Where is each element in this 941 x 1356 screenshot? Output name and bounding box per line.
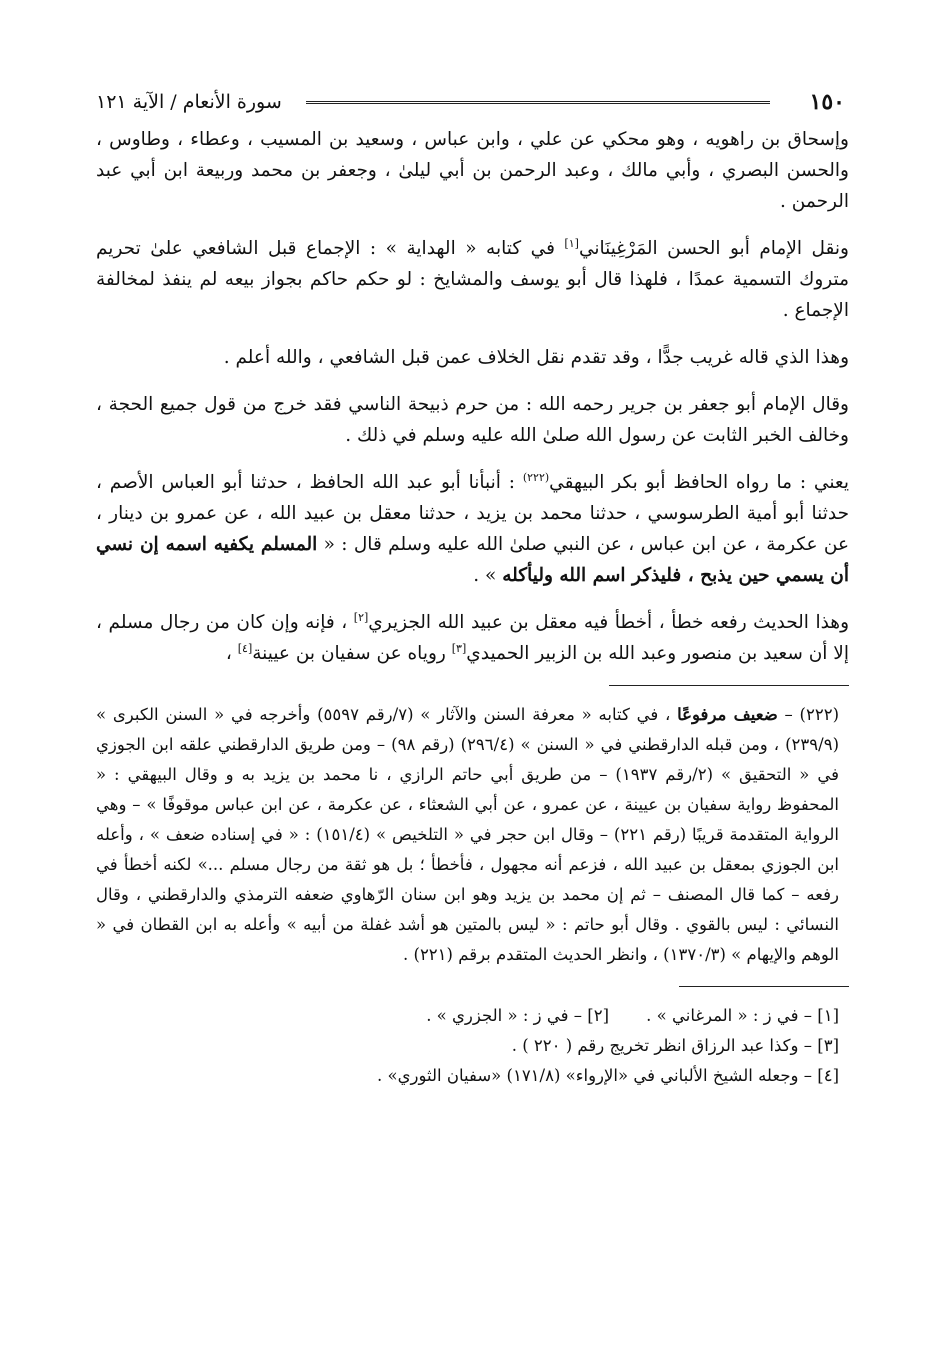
- paragraph-4: وقال الإمام أبو جعفر بن جرير رحمه الله : من حرم ذبيحة الناسي فقد خرج من قول جميع الحجة ، وخالف الخبر الثابت عن رسول الله صلىٰ الله عليه وسلم في ذلك .: [96, 394, 849, 446]
- note-ref-4: [٤]: [237, 641, 253, 655]
- paragraph-3: وهذا الذي قاله غريب جدًّا ، وقد تقدم نقل الخلاف عمن قبل الشافعي ، والله أعلم .: [223, 347, 849, 368]
- note-ref-2: [٢]: [353, 610, 369, 624]
- paragraph-6-text-a: وهذا الحديث رفعه خطأ ، أخطأ فيه معقل بن عبيد الله الجزيري: [368, 612, 849, 633]
- footnote-222-text: ، في كتابه « معرفة السنن والآثار » (٧/رقم ٥٥٩٧) وأخرجه في « السنن الكبرى » (٢٣٩/٩) ، ومن قبله الدارقطني في « السنن » (٢٩٦/٤) (رقم ٩٨) – ومن طريق الدارقطني علقه ابن الجوزي في « التحقيق » (٢/رقم ١٩٣٧) – من طريق أبي حاتم الرازي ، نا محمد بن يزيد به و وقال البيهقي : « المحفوظ رواية سفيان بن عيينة ، عن عمرو ، عن أبي الشعثاء ، عن عكرمة ، عن ابن عباس موقوفًا » – وهي الرواية المتقدمة قريبًا (رقم ٢٢١) – وقال ابن حجر في « التلخيص » (١٥١/٤) : « في إسناده ضعف » ، وأعله ابن الجوزي بمعقل بن عبيد الله ، فزعم أنه مجهول ، فأخطأ ؛ بل هو ثقة من رجال مسلم ...» لكنه أخطأ في رفعه – كما قال المصنف – ثم إن محمد بن يزيد وهو ابن سنان الرّهاوي ضعفه الترمذي والدارقطني ، وقال النسائي : ليس بالقوي . وقال أبو حاتم : « ليس بالمتين هو أشد غفلة من أبيه » وأعله به ابن القطان في « الوهم والإيهام » (١٣٧٠/٣) ، وانظر الحديث المتقدم برقم (٢٢١) .: [96, 705, 840, 964]
- paragraph-6: [96, 607, 849, 669]
- editor-notes-divider: [679, 986, 849, 987]
- footnote-222: [96, 700, 849, 970]
- editor-notes: [96, 1001, 849, 1091]
- paragraph-5-text-a: يعني : ما رواه الحافظ أبو بكر البيهقي: [549, 472, 849, 493]
- paragraph-5-text-b: : أنبأنا أبو عبد الله الحافظ ، حدثنا أبو العباس الأصم ، حدثنا أبو أمية الطرسوسي ، حدثنا محمد بن يزيد ، حدثنا معقل بن عبيد الله ، عن عمرو بن دينار ، عن عكرمة ، عن ابن عباس ، عن النبي صلىٰ الله عليه وسلم قال : «: [96, 472, 850, 555]
- paragraph-2-text-b: في كتابه « الهداية » : الإجماع قبل الشافعي علىٰ تحريم متروك التسمية عمدًا ، فلهذا قال أبو يوسف والمشايخ : لو حكم حاكم بجواز بيعه لم ينفذ لمخالفة الإجماع .: [96, 238, 849, 321]
- running-title: سورة الأنعام / الآية ١٢١: [96, 91, 282, 113]
- editor-notes-row-1: [96, 1001, 839, 1031]
- paragraph-2: [96, 233, 849, 326]
- page-number: ١٥٠: [809, 89, 845, 115]
- editor-notes-row-2: [96, 1031, 839, 1061]
- footnote-222-grade: ضعيف مرفوعًا: [677, 705, 778, 724]
- paragraph-5-text-c: » .: [473, 565, 503, 586]
- footnote-divider: [609, 685, 849, 686]
- header-rule: [306, 101, 770, 104]
- footnote-ref-222: (٢٢٢): [522, 470, 550, 484]
- editor-note-2: [٢] – في ز : « الجزري » .: [426, 1006, 609, 1025]
- main-text: [96, 124, 849, 669]
- page-header: [96, 82, 849, 122]
- editor-note-1: [١] – في ز : « المرغاني » .: [646, 1006, 839, 1025]
- note-ref-1: [١]: [564, 236, 579, 250]
- editor-notes-row-3: [96, 1061, 839, 1091]
- paragraph-2-text-a: ونقل الإمام أبو الحسن المَرْغِينَاني: [578, 238, 849, 259]
- hadith-text: المسلم يكفيه اسمه إن نسي أن يسمي حين يذبح ، فليذكر اسم الله وليأكله: [96, 534, 849, 586]
- paragraph-6-text-d: ،: [225, 643, 238, 664]
- paragraph-6-text-c: روياه عن سفيان بن عيينة: [252, 643, 452, 664]
- footnote-222-number: (٢٢٢) –: [777, 705, 840, 724]
- paragraph-5: [96, 467, 849, 591]
- editor-note-3: [٣] – وكذا عبد الرزاق انظر تخريج رقم ( ٢٢٠ ) .: [511, 1036, 839, 1055]
- paragraph-6-text-b: ، فإنه وإن كان من رجال مسلم ، إلا أن سعيد بن منصور وعبد الله بن الزبير الحميدي: [96, 612, 849, 664]
- note-ref-3: [٣]: [451, 641, 467, 655]
- editor-note-4: [٤] – وجعله الشيخ الألباني في «الإرواء» (١٧١/٨) «سفيان الثوري» .: [377, 1066, 839, 1085]
- paragraph-1: وإسحاق بن راهويه ، وهو محكي عن علي ، وابن عباس ، وسعيد بن المسيب ، وعطاء ، وطاوس ، والحسن البصري ، وأبي مالك ، وعبد الرحمن بن أبي ليلىٰ ، وجعفر بن محمد وربيعة ابن أبي عبد الرحمن .: [96, 129, 849, 212]
